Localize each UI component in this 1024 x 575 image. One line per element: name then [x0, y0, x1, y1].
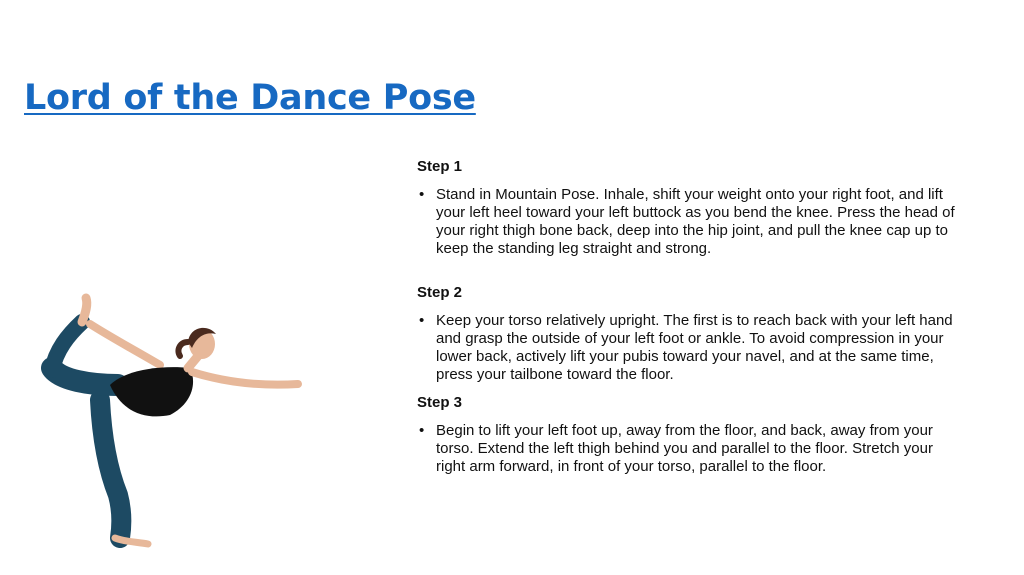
- page-title: Lord of the Dance Pose: [24, 78, 476, 118]
- bullet-icon: •: [419, 312, 425, 329]
- step-2-heading: Step 2: [417, 284, 463, 301]
- step-3-body: Begin to lift your left foot up, away from the floor, and back, away from your torso. Extend the left thigh behind you and parallel to the floor. Stretch your right arm forward, in front of your torso, parallel to the floor.: [436, 422, 933, 475]
- bullet-icon: •: [419, 186, 425, 203]
- step-2: [417, 284, 962, 384]
- step-1: [417, 158, 962, 258]
- step-3-text: [417, 422, 962, 476]
- steps-list: [417, 158, 962, 476]
- step-1-body: Stand in Mountain Pose. Inhale, shift your weight onto your right foot, and lift your left heel toward your left buttock as you bend the knee. Press the head of your right thigh bone back, deep into the hip joint, and pull the knee cap up to keep the standing leg straight and strong.: [436, 186, 955, 257]
- step-1-text: [417, 186, 962, 258]
- bullet-icon: •: [419, 422, 425, 439]
- step-3-heading: Step 3: [417, 394, 463, 411]
- step-1-heading: Step 1: [417, 158, 463, 175]
- step-2-body: Keep your torso relatively upright. The first is to reach back with your left hand and grasp the outside of your left foot or ankle. To avoid compression in your lower back, actively lift your pubis toward your navel, and at the same time, press your tailbone toward the floor.: [436, 312, 953, 383]
- step-3: [417, 394, 962, 476]
- step-2-text: [417, 312, 962, 384]
- dancer-pose-illustration: [30, 290, 320, 555]
- yoga-pose-figure: [30, 290, 320, 555]
